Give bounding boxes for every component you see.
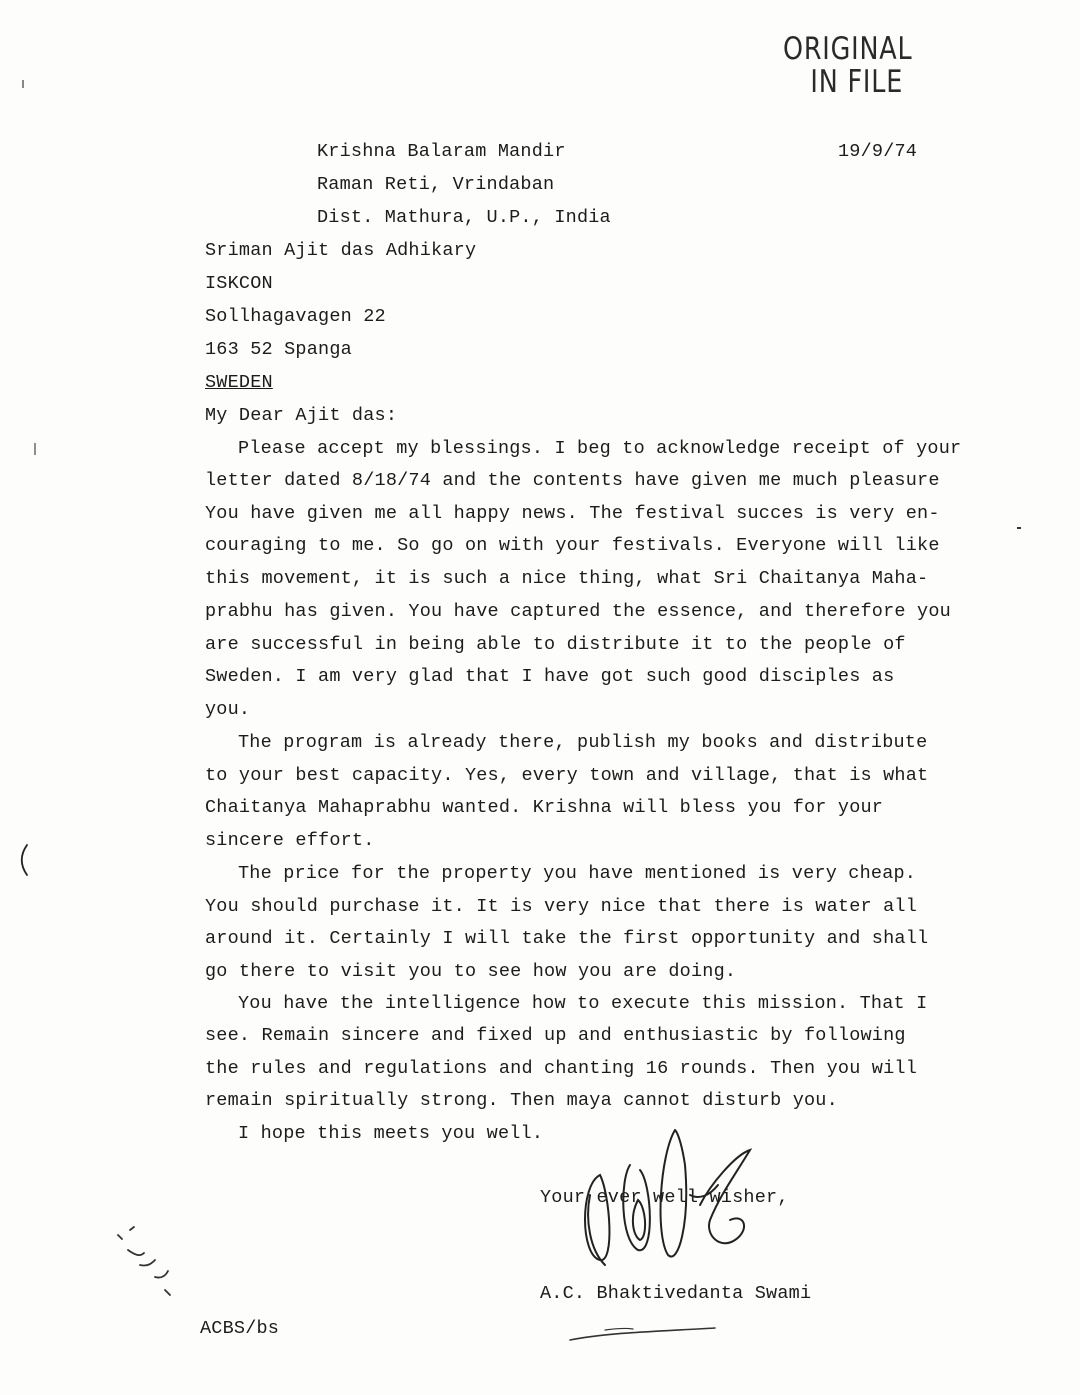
body-line: You should purchase it. It is very nice that there is water all (205, 896, 918, 917)
margin-mark (15, 840, 35, 880)
body-line: Please accept my blessings. I beg to acknowledge receipt of your (238, 438, 962, 459)
recipient-country: SWEDEN (205, 372, 273, 393)
body-line: You have the intelligence how to execute this mission. That I (238, 993, 928, 1014)
reference-initials: ACBS/bs (200, 1318, 280, 1339)
handwritten-signature (560, 1125, 790, 1275)
signatory-name: A.C. Bhaktivedanta Swami (540, 1283, 812, 1304)
salutation: My Dear Ajit das: (205, 405, 398, 426)
filing-scribble (110, 1215, 190, 1305)
body-line: the rules and regulations and chanting 16 rounds. Then you will (205, 1058, 918, 1079)
body-line: see. Remain sincere and fixed up and enthusiastic by following (205, 1025, 906, 1046)
margin-tick (22, 80, 24, 88)
stamp-line-1: ORIGINAL (783, 31, 913, 67)
recipient-city: 163 52 Spanga (205, 339, 352, 360)
pen-underline-stroke (565, 1318, 725, 1348)
body-line: The price for the property you have mentioned is very cheap. (238, 863, 917, 884)
body-line: go there to visit you to see how you are doing. (205, 961, 737, 982)
body-line: sincere effort. (205, 830, 375, 851)
margin-tick (1017, 527, 1021, 529)
body-line: I hope this meets you well. (238, 1123, 544, 1144)
body-line: this movement, it is such a nice thing, what Sri Chaitanya Maha- (205, 568, 929, 589)
body-line: you. (205, 699, 251, 720)
sender-line-1: Krishna Balaram Mandir (317, 141, 566, 162)
recipient-org: ISKCON (205, 273, 273, 294)
original-in-file-stamp (783, 33, 912, 99)
margin-dot (30, 440, 40, 460)
recipient-street: Sollhagavagen 22 (205, 306, 386, 327)
body-line: Sweden. I am very glad that I have got such good disciples as (205, 666, 895, 687)
body-line: letter dated 8/18/74 and the contents have given me much pleasure (205, 470, 940, 491)
body-line: You have given me all happy news. The festival succes is very en- (205, 503, 940, 524)
recipient-name: Sriman Ajit das Adhikary (205, 240, 477, 261)
body-line: to your best capacity. Yes, every town and village, that is what (205, 765, 929, 786)
body-line: are successful in being able to distribute it to the people of (205, 634, 906, 655)
body-line: around it. Certainly I will take the first opportunity and shall (205, 928, 929, 949)
body-line: remain spiritually strong. Then maya cannot disturb you. (205, 1090, 838, 1111)
closing: Your ever well wisher, (540, 1187, 789, 1208)
stamp-line-2: IN FILE (810, 64, 904, 100)
body-line: prabhu has given. You have captured the essence, and therefore you (205, 601, 951, 622)
sender-line-3: Dist. Mathura, U.P., India (317, 207, 611, 228)
body-line: Chaitanya Mahaprabhu wanted. Krishna will bless you for your (205, 797, 884, 818)
sender-line-2: Raman Reti, Vrindaban (317, 174, 555, 195)
letter-date: 19/9/74 (838, 141, 918, 162)
body-line: couraging to me. So go on with your festivals. Everyone will like (205, 535, 940, 556)
body-line: The program is already there, publish my books and distribute (238, 732, 928, 753)
